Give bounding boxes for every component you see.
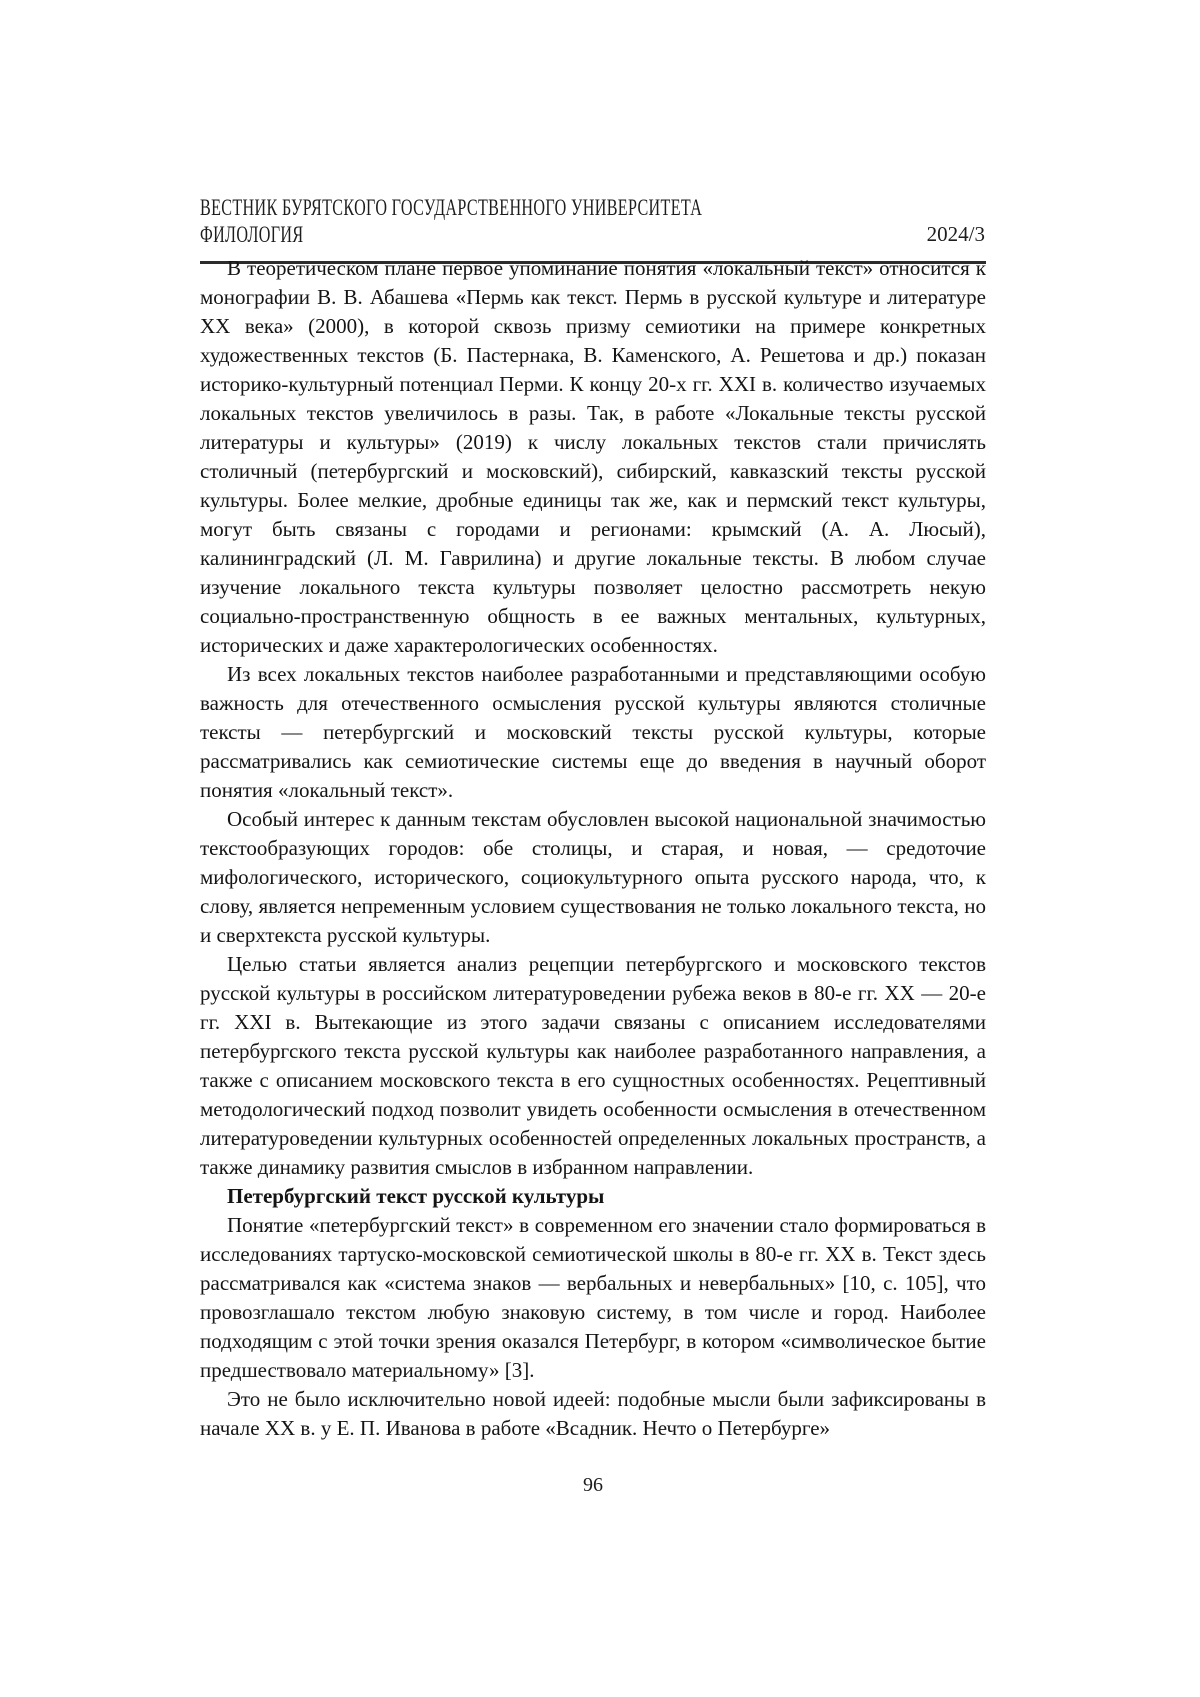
page-number: 96 bbox=[583, 1474, 603, 1496]
article-body bbox=[200, 254, 986, 1443]
journal-section-title: ФИЛОЛОГИЯ bbox=[200, 222, 304, 247]
article-paragraph: Особый интерес к данным текстам обусловлен высокой национальной значимостью текстообразующих городов: обе столицы, и старая, и новая, — средоточие мифологического, исторического, социокультурного опыта русского народа, что, к слову, является непременным условием существования не только локального текста, но и сверхтекста русской культуры. bbox=[200, 807, 986, 947]
journal-title: ВЕСТНИК БУРЯТСКОГО ГОСУДАРСТВЕННОГО УНИВЕРСИТЕТА bbox=[200, 195, 703, 220]
article-paragraph: В теоретическом плане первое упоминание понятия «локальный текст» относится к монографии В. В. Абашева «Пермь как текст. Пермь в русской культуре и литературе XX века» (2000), в которой сквозь призму семиотики на примере конкретных художественных текстов (Б. Пастернака, В. Каменского, А. Решетова и др.) показан историко-культурный потенциал Перми. К концу 20-х гг. XXI в. количество изучаемых локальных текстов увеличилось в разы. Так, в работе «Локальные тексты русской литературы и культуры» (2019) к числу локальных текстов стали причислять столичный (петербургский и московский), сибирский, кавказский тексты русской культуры. Более мелкие, дробные единицы так же, как и пермский текст культуры, могут быть связаны с городами и регионами: крымский (А. А. Люсый), калининградский (Л. М. Гаврилина) и другие локальные тексты. В любом случае изучение локального текста культуры позволяет целостно рассмотреть некую социально-пространственную общность в ее важных ментальных, культурных, исторических и даже характерологических особенностях. bbox=[200, 256, 986, 657]
header-second-row bbox=[200, 221, 985, 248]
section-heading: Петербургский текст русской культуры bbox=[227, 1184, 605, 1208]
journal-title-row bbox=[200, 194, 985, 221]
page-header bbox=[200, 194, 985, 248]
issue-number: 2024/3 bbox=[926, 222, 985, 246]
article-paragraph: Это не было исключительно новой идеей: подобные мысли были зафиксированы в начале XX в. у Е. П. Иванова в работе «Всадник. Нечто о Петербурге» bbox=[200, 1387, 986, 1440]
article-paragraph: Целью статьи является анализ рецепции петербургского и московского текстов русской культуры в российском литературоведении рубежа веков в 80-е гг. XX — 20-е гг. XXI в. Вытекающие из этого задачи связаны с описанием исследователями петербургского текста русской культуры как наиболее разработанного направления, а также с описанием московского текста в его сущностных особенностях. Рецептивный методологический подход позволит увидеть особенности осмысления в отечественном литературоведении культурных особенностей определенных локальных пространств, а также динамику развития смыслов в избранном направлении. bbox=[200, 952, 986, 1179]
article-paragraph: Понятие «петербургский текст» в современном его значении стало формироваться в исследованиях тартуско-московской семиотической школы в 80-е гг. XX в. Текст здесь рассматривался как «система знаков — вербальных и невербальных» [10, с. 105], что провозглашало текстом любую знаковую систему, в том числе и город. Наиболее подходящим с этой точки зрения оказался Петербург, в котором «символическое бытие предшествовало материальному» [3]. bbox=[200, 1213, 986, 1382]
article-paragraph: Из всех локальных текстов наиболее разработанными и представляющими особую важность для отечественного осмысления русской культуры являются столичные тексты — петербургский и московский тексты русской культуры, которые рассматривались как семиотические системы еще до введения в научный оборот понятия «локальный текст». bbox=[200, 662, 986, 802]
